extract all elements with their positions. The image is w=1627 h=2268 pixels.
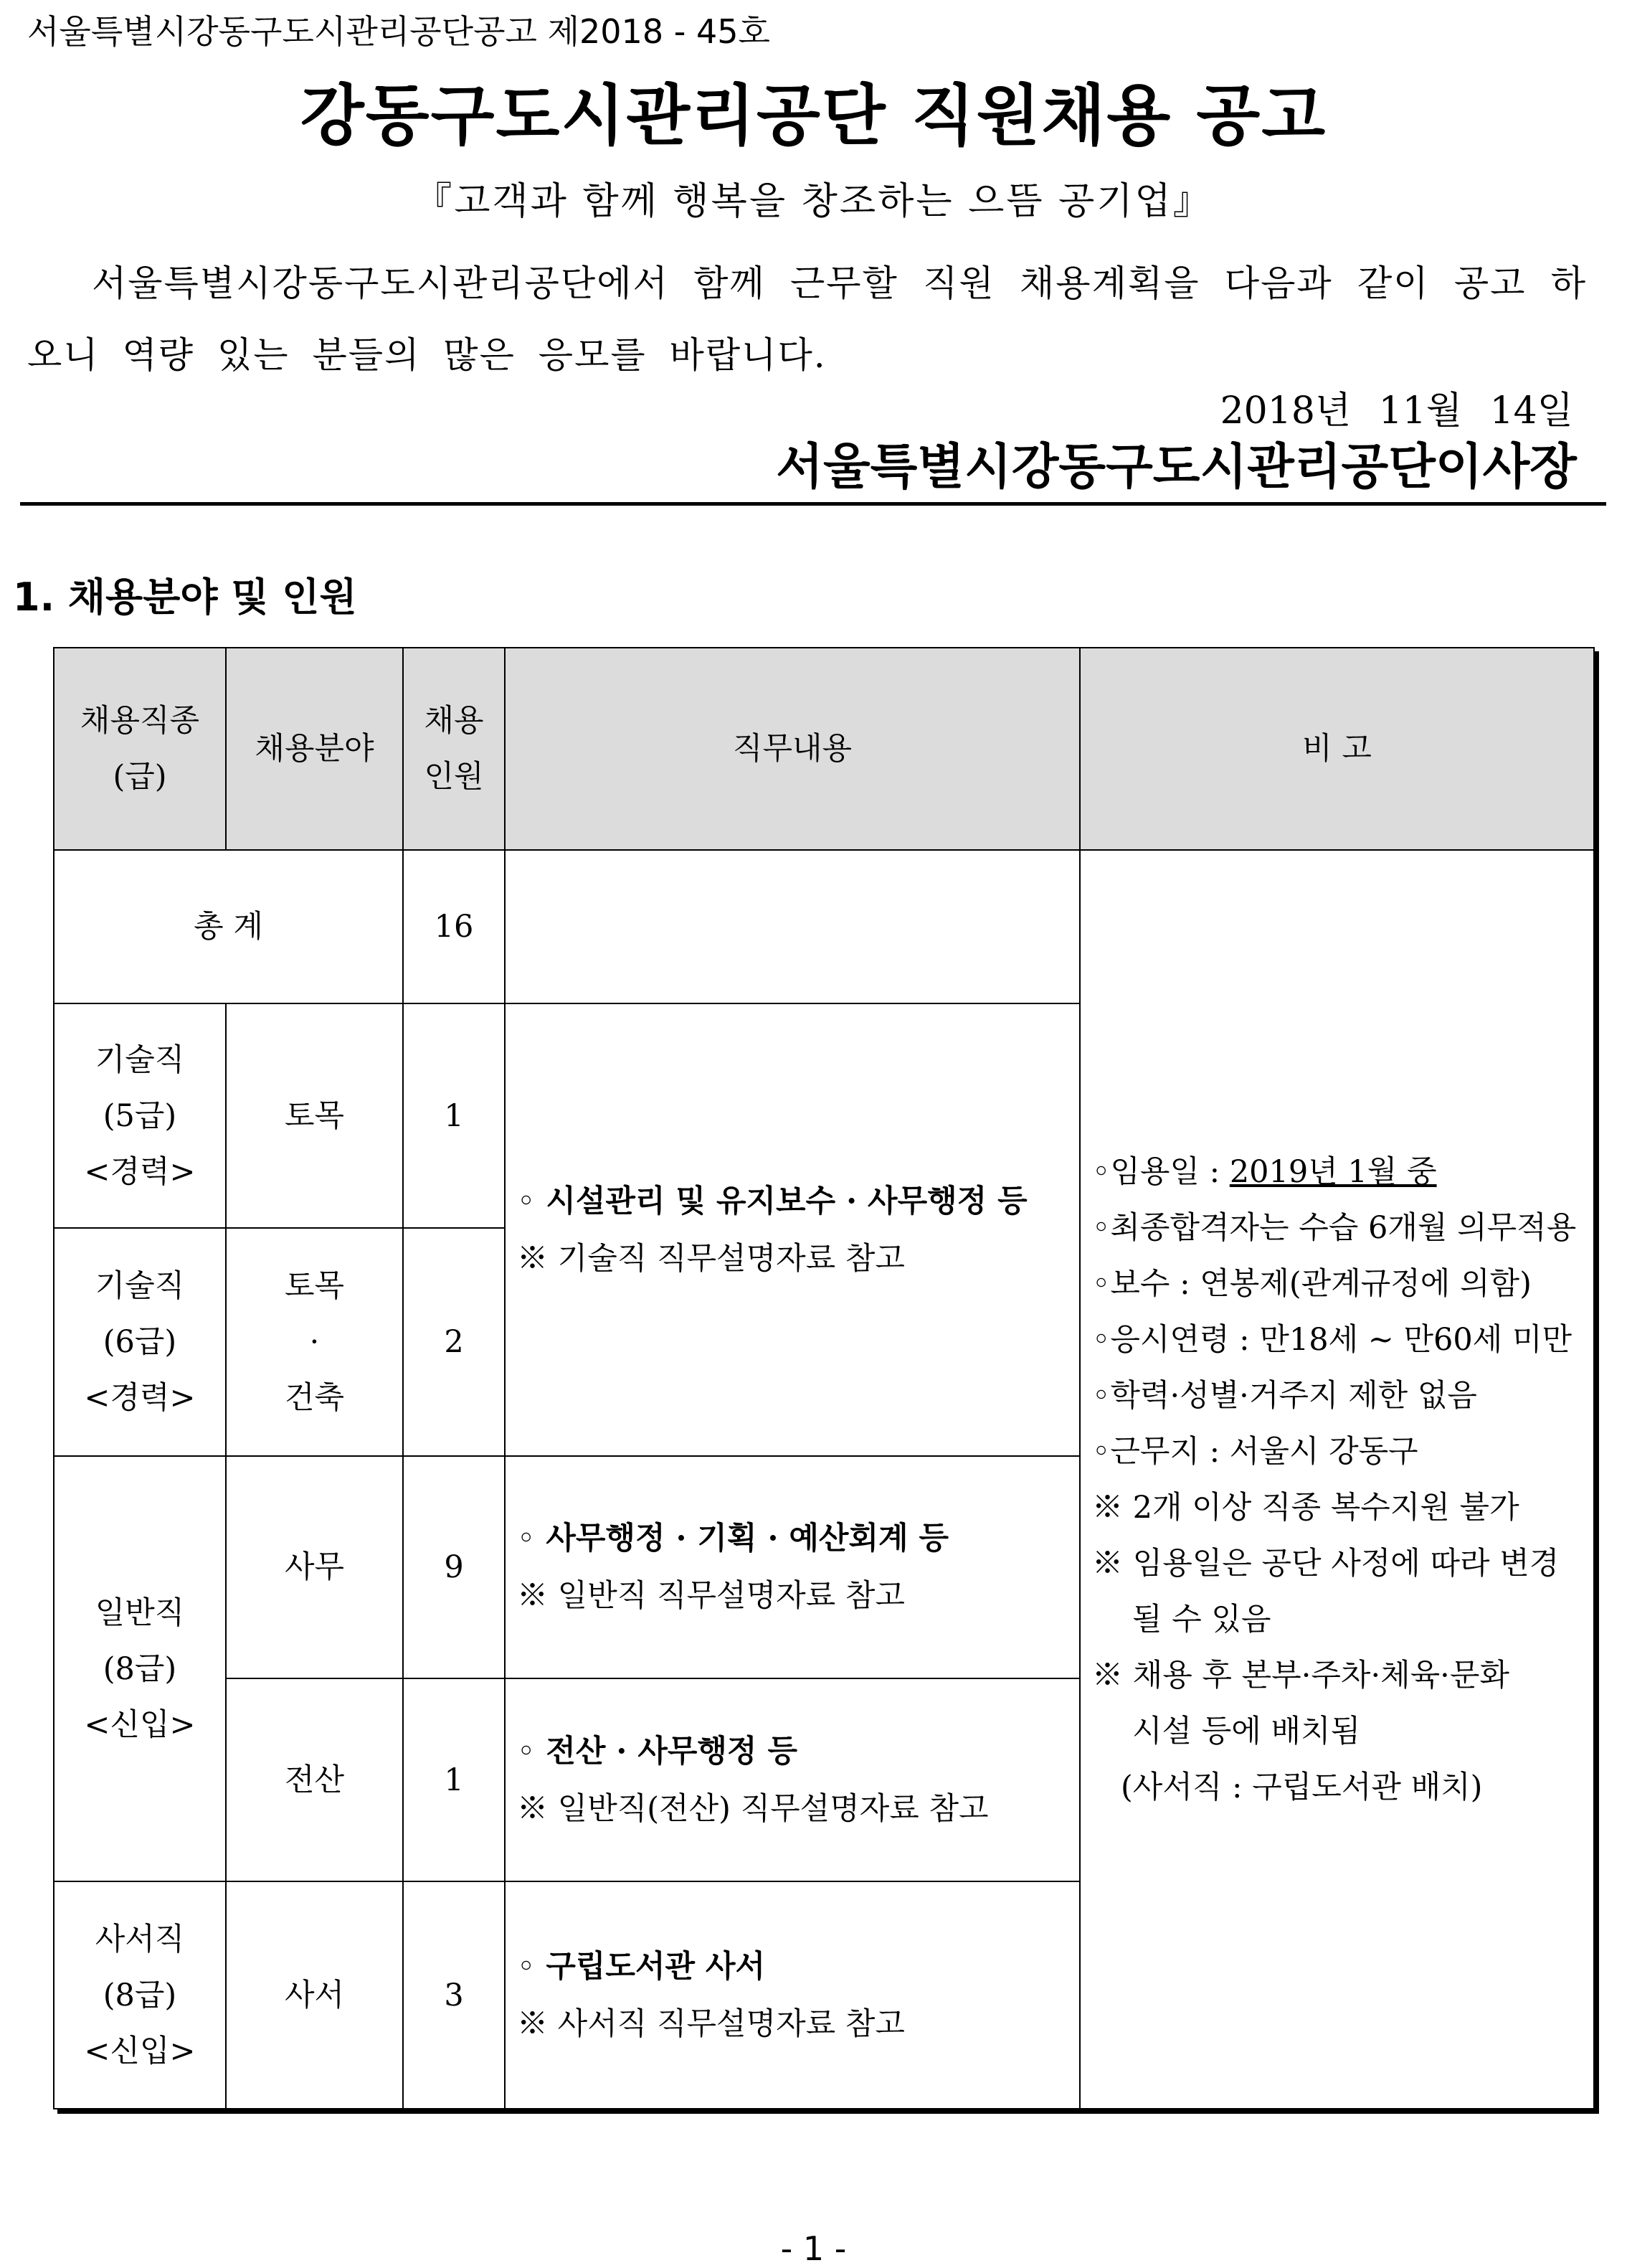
header-duty: 직무내용 (505, 648, 1080, 850)
job-type-line: 기술직 (95, 1041, 185, 1078)
duty-reference: ※ 일반직(전산) 직무설명자료 참고 (517, 1790, 989, 1827)
job-type-line: 일반직 (95, 1594, 185, 1631)
table-header-row (54, 648, 1594, 850)
intro-paragraph: 서울특별시강동구도시관리공단에서 함께 근무할 직원 채용계획을 다음과 같이 공고 하오니 역량 있는 분들의 많은 응모를 바랍니다. (27, 263, 1587, 376)
recruitment-table-wrapper (53, 647, 1595, 2109)
job-type-cell (54, 1228, 226, 1456)
duty-reference: ※ 사서직 직무설명자료 참고 (517, 2005, 905, 2042)
field-cell: 사서 (226, 1881, 403, 2109)
remark-line: ※ 2개 이상 직종 복수지원 불가 (1092, 1489, 1519, 1526)
field-line: · (309, 1324, 320, 1360)
job-type-line: (5급) (103, 1097, 177, 1134)
total-duty-empty (505, 850, 1080, 1003)
field-cell: 토목 (226, 1003, 403, 1228)
job-type-line: (8급) (103, 1650, 177, 1687)
total-count: 16 (403, 850, 505, 1003)
job-type-cell (54, 1003, 226, 1228)
count-cell: 1 (403, 1678, 505, 1881)
duty-main: ◦ 구립도서관 사서 (517, 1948, 766, 1985)
total-label: 총 계 (54, 850, 403, 1003)
header-remarks: 비 고 (1080, 648, 1594, 850)
notice-number: 서울특별시강동구도시관리공단공고 제2018 - 45호 (27, 12, 770, 51)
remark-line: ◦최종합격자는 수습 6개월 의무적용 (1092, 1209, 1577, 1246)
header-job-type (54, 648, 226, 850)
job-type-line: 기술직 (95, 1268, 185, 1304)
notice-date: 2018년 11월 14일 (1220, 389, 1573, 433)
job-type-line: (8급) (103, 1977, 177, 2013)
remarks-cell (1080, 850, 1594, 2109)
field-cell (226, 1228, 403, 1456)
duty-cell (505, 1881, 1080, 2109)
remark-line: ◦근무지 : 서울시 강동구 (1092, 1433, 1418, 1470)
duty-cell (505, 1456, 1080, 1678)
job-type-cell (54, 1456, 226, 1881)
header-count-line-2: 인원 (424, 759, 484, 795)
duty-cell (505, 1678, 1080, 1881)
remark-line-continued: 될 수 있음 (1132, 1601, 1271, 1638)
slogan: 『고객과 함께 행복을 창조하는 으뜸 공기업』 (414, 180, 1213, 223)
count-cell: 9 (403, 1456, 505, 1678)
section-title: 1. 채용분야 및 인원 (13, 575, 357, 620)
job-type-line: <경력> (84, 1380, 196, 1416)
count-cell: 2 (403, 1228, 505, 1456)
count-cell: 3 (403, 1881, 505, 2109)
job-type-line: <신입> (84, 1706, 196, 1743)
header-count-line-1: 채용 (424, 703, 484, 739)
duty-reference: ※ 기술직 직무설명자료 참고 (517, 1240, 905, 1277)
recruitment-table (53, 647, 1595, 2109)
job-type-line: <신입> (84, 2033, 196, 2069)
header-count (403, 648, 505, 850)
remark-line-continued: (사서직 : 구립도서관 배치) (1121, 1769, 1483, 1805)
remark-line: ◦응시연령 : 만18세 ~ 만60세 미만 (1092, 1321, 1573, 1358)
job-type-line: <경력> (84, 1153, 196, 1190)
field-line: 건축 (284, 1380, 345, 1416)
count-cell: 1 (403, 1003, 505, 1228)
remark-line-continued: 시설 등에 배치됨 (1132, 1713, 1361, 1749)
remark-appointment (1092, 1144, 1586, 1200)
remark-line: ※ 채용 후 본부·주차·체육·문화 (1092, 1657, 1509, 1693)
issuer-name: 서울특별시강동구도시관리공단이사장 (776, 439, 1577, 496)
field-cell: 전산 (226, 1678, 403, 1881)
duty-cell (505, 1003, 1080, 1456)
header-job-type-line-2: (급) (113, 759, 167, 795)
header-field: 채용분야 (226, 648, 403, 850)
remark-appointment-prefix: ◦임용일 : (1092, 1153, 1230, 1190)
duty-reference: ※ 일반직 직무설명자료 참고 (517, 1578, 905, 1614)
duty-main: ◦ 사무행정 · 기획 · 예산회계 등 (517, 1521, 949, 1556)
remark-appointment-date: 2019년 1월 중 (1229, 1153, 1437, 1190)
job-type-cell (54, 1881, 226, 2109)
remark-line: ※ 임용일은 공단 사정에 따라 변경 (1092, 1545, 1560, 1582)
header-divider (20, 502, 1606, 506)
page-number: - 1 - (780, 2229, 847, 2268)
header-job-type-line-1: 채용직종 (80, 703, 200, 739)
field-cell: 사무 (226, 1456, 403, 1678)
duty-main: ◦ 시설관리 및 유지보수 · 사무행정 등 (517, 1183, 1028, 1219)
job-type-line: (6급) (103, 1324, 177, 1360)
job-type-line: 사서직 (95, 1921, 185, 1957)
duty-main: ◦ 전산 · 사무행정 등 (517, 1733, 797, 1769)
page-title: 강동구도시관리공단 직원채용 공고 (300, 77, 1327, 154)
field-line: 토목 (284, 1268, 345, 1304)
remark-line: ◦학력·성별·거주지 제한 없음 (1092, 1377, 1477, 1414)
table-row-total (54, 850, 1594, 1003)
remark-line: ◦보수 : 연봉제(관계규정에 의함) (1092, 1265, 1532, 1302)
